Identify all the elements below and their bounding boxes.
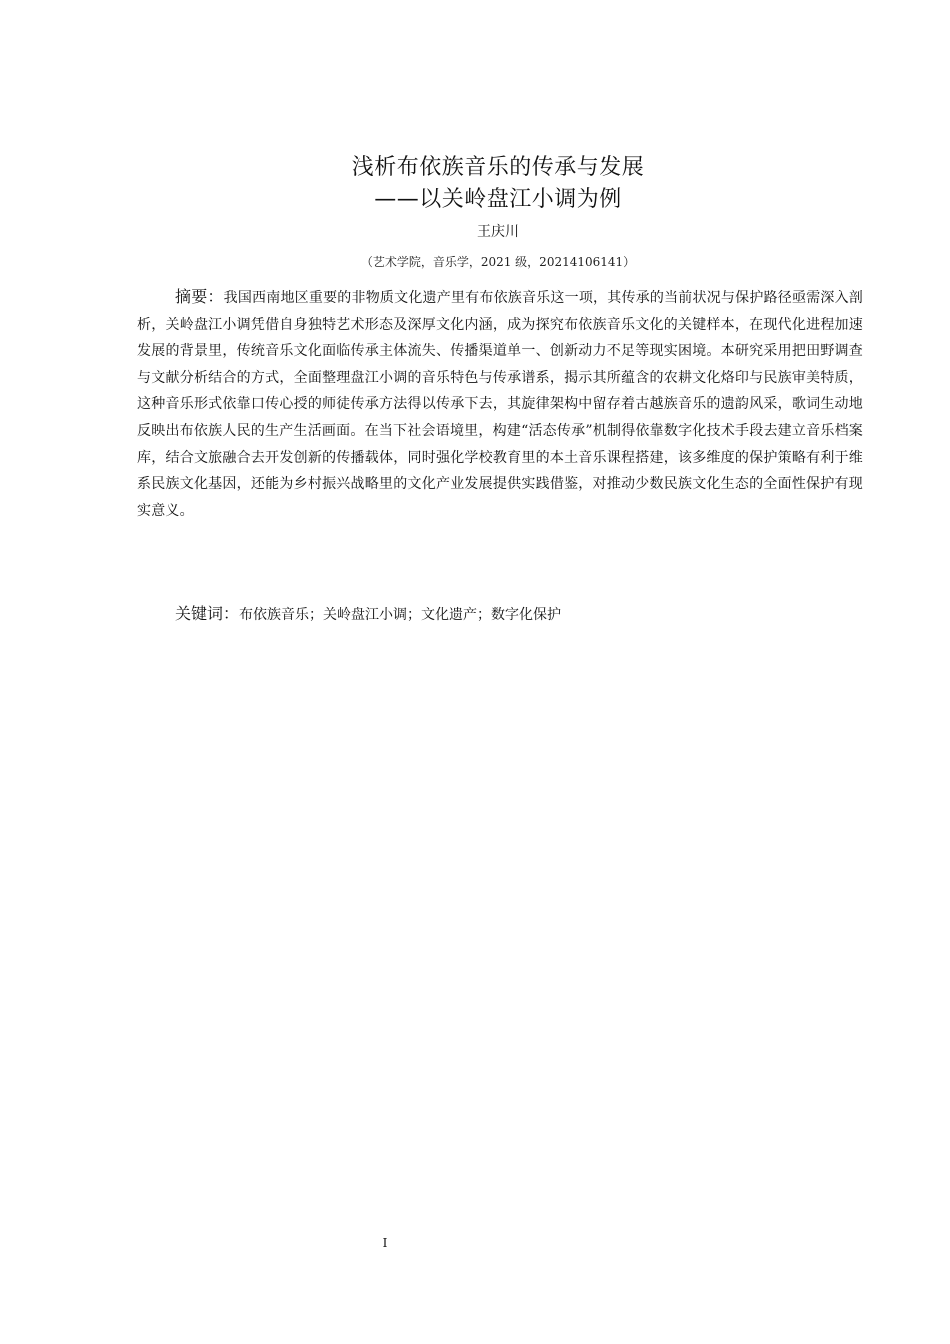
author-affiliation: （艺术学院，音乐学，2021 级，20214106141） (360, 255, 636, 269)
keywords-line (175, 603, 855, 626)
keywords-text: 布依族音乐；关岭盘江小调；文化遗产；数字化保护 (239, 607, 562, 623)
paper-subtitle: ——以关岭盘江小调为例 (374, 187, 622, 212)
abstract-text: 我国西南地区重要的非物质文化遗产里有布依族音乐这一项，其传承的当前状况与保护路径亟需深入剖析，关岭盘江小调凭借自身独特艺术形态及深厚文化内涵，成为探究布依族音乐文化的关键样本，在现代化进程加速发展的背景里，传统音乐文化面临传承主体流失、传播渠道单一、创新动力不足等现实困境。本研究采用把田野调查与文献分析结合的方式，全面整理盘江小调的音乐特色与传承谱系，揭示其所蕴含的农耕文化烙印与民族审美特质，这种音乐形式依靠口传心授的师徒传承方法得以传承下去，其旋律架构中留存着古越族音乐的遗韵风采，歌词生动地反映出布依族人民的生产生活画面。在当下社会语境里，构建“活态传承”机制得依靠数字化技术手段去建立音乐档案库，结合文旅融合去开发创新的传播载体，同时强化学校教育里的本土音乐课程搭建，该多维度的保护策略有利于维系民族文化基因，还能为乡村振兴战略里的文化产业发展提供实践借鉴，对推动少数民族文化生态的全面性保护有现实意义。 (137, 290, 863, 519)
abstract-paragraph (137, 284, 863, 524)
paper-title: 浅析布依族音乐的传承与发展 (351, 155, 645, 180)
keywords-label: 关键词： (175, 604, 240, 623)
author-name: 王庆川 (477, 224, 519, 240)
page-number: I (382, 1236, 388, 1250)
abstract-label: 摘要： (175, 287, 224, 306)
